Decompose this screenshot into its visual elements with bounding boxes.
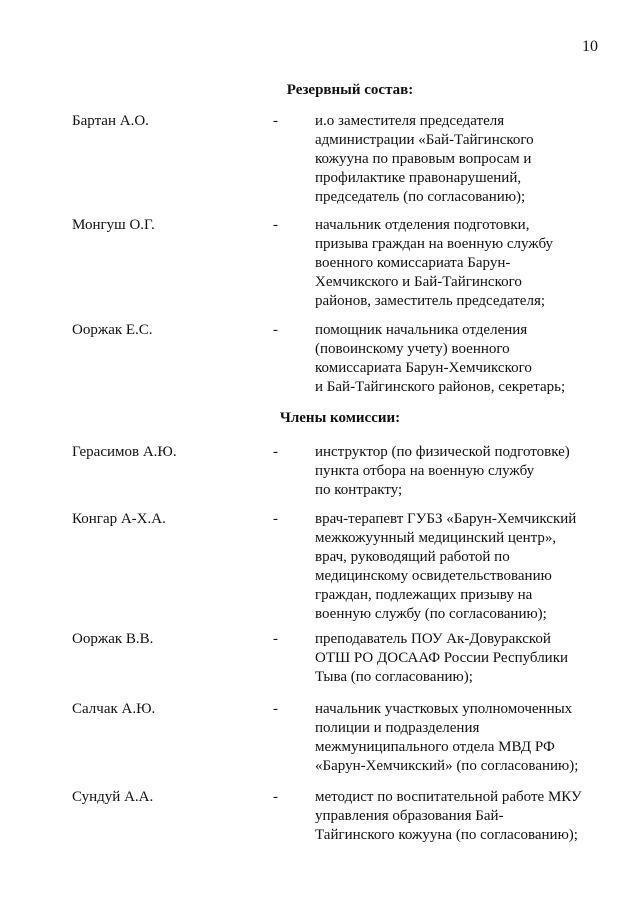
member-name: Конгар А-Х.А. bbox=[72, 511, 166, 527]
member-name: Сундуй А.А. bbox=[72, 789, 154, 805]
member-role: начальник отделения подготовки, призыва граждан на военную службу военного комиссариата Барун- Хемчикского и Бай-Тайгинского районов, заместитель председателя; bbox=[315, 217, 554, 309]
section-heading-reserve: Резервный состав: bbox=[286, 82, 414, 98]
member-role: преподаватель ПОУ Ак-Довуракской ОТШ РО ДОСААФ России Республики Тыва (по согласованию); bbox=[315, 631, 569, 685]
page-number: 10 bbox=[582, 38, 598, 55]
dash-separator: - bbox=[273, 631, 278, 647]
member-name: Бартан А.О. bbox=[72, 113, 149, 129]
member-role: врач-терапевт ГУБЗ «Барун-Хемчикский межкожуунный медицинский центр», врач, руководящий работой по медицинскому освидетельствованию граждан, подлежащих призыву на военную службу (по согласованию); bbox=[315, 511, 577, 622]
member-role: методист по воспитательной работе МКУ управления образования Бай- Тайгинского кожууна (по согласованию); bbox=[315, 789, 582, 843]
member-role: начальник участковых уполномоченных полиции и подразделения межмуниципального отдела МВД РФ «Барун-Хемчикский» (по согласованию); bbox=[315, 701, 579, 774]
dash-separator: - bbox=[273, 322, 278, 338]
member-name: Салчак А.Ю. bbox=[72, 701, 156, 717]
member-role: инструктор (по физической подготовке) пункта отбора на военную службу по контракту; bbox=[315, 444, 570, 498]
member-name: Ооржак В.В. bbox=[72, 631, 154, 647]
dash-separator: - bbox=[273, 444, 278, 460]
member-name: Герасимов А.Ю. bbox=[72, 444, 177, 460]
dash-separator: - bbox=[273, 511, 278, 527]
dash-separator: - bbox=[273, 217, 278, 233]
member-role: помощник начальника отделения (повоинскому учету) военного комиссариата Барун-Хемчикского и Бай-Тайгинского районов, секретарь; bbox=[315, 322, 566, 395]
section-heading-members: Члены комиссии: bbox=[279, 410, 401, 426]
member-name: Ооржак Е.С. bbox=[72, 322, 153, 338]
member-name: Монгуш О.Г. bbox=[72, 217, 155, 233]
dash-separator: - bbox=[273, 113, 278, 129]
member-role: и.о заместителя председателя администрации «Бай-Тайгинского кожууна по правовым вопросам и профилактике правонарушений, председатель (по согласованию); bbox=[315, 113, 534, 205]
dash-separator: - bbox=[273, 789, 278, 805]
dash-separator: - bbox=[273, 701, 278, 717]
